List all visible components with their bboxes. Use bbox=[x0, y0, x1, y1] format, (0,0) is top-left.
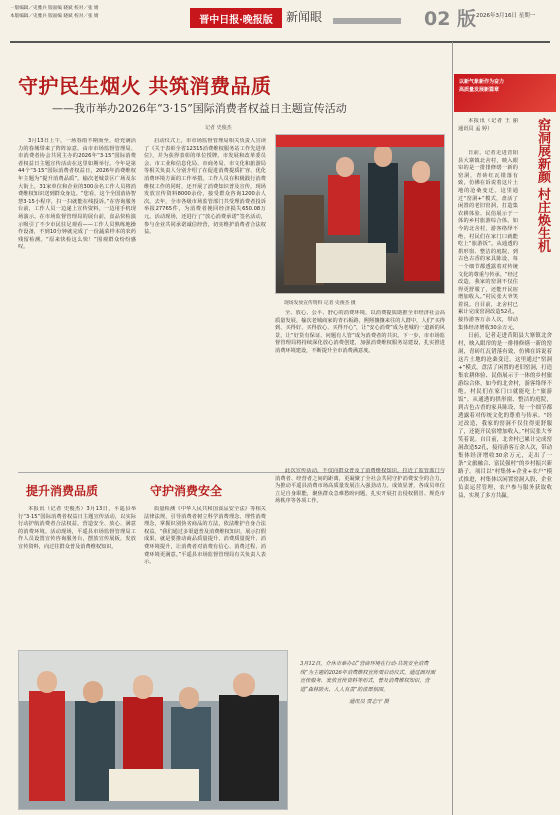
main-photo bbox=[275, 134, 445, 294]
section3-body: 质量检测《中华人民共和国食品安全法》等相关法律法规，引导消费者树立科学消费理念、理性消费理念，掌握识别伪劣商品的方法，依法维护自身合法权益。“我们通过多渠道普及消费维权知识，展示打假成果，就是要推动商品质量提升、消费质量提升、消费环境提升，让消费者对消费有信心、消费过程、消费环境更满意。”平遥县市场监督管理局有关负责人表示。 bbox=[144, 506, 266, 566]
section3-heading: 守护消费安全 bbox=[150, 484, 223, 498]
main-headline: 守护民生烟火 共筑消费品质 bbox=[18, 74, 272, 98]
page-header bbox=[0, 0, 560, 42]
page-number: 02 版 bbox=[424, 8, 477, 30]
photo-image-icon bbox=[276, 135, 445, 294]
sidebar-divider bbox=[452, 42, 453, 815]
sidebar-lead: 本报讯（记者 王 丽 通讯员 孟 婷） bbox=[458, 118, 518, 132]
sidebar-banner: 以新气象新作为奋力 高质量发展新篇章 bbox=[454, 74, 556, 112]
main-photo-caption: 现场发放宣传资料 记者 史俊杰 摄 bbox=[284, 301, 356, 306]
section2-body: 本报讯（记者 史俊杰）3月13日，平遥县举行“3·15”国际消费者权益日主题宣传活动，以实际行动护航消费者合法权益，营造安全、放心、满意的消费环境。活动现场，平遥县市场监督管理局工作人员设置宣传咨询服务台，摆放宣传展板，发放宣传资料，向过往群众普及消费维权知识。 bbox=[18, 506, 136, 550]
editors-credit: 一版编辑／史雅兵 版面编 晓斌 校对／张 婧 本版编辑／史雅兵 版面编 晓斌 校对／张 婧 bbox=[10, 6, 99, 19]
section2-heading: 提升消费品质 bbox=[26, 484, 99, 498]
main-subheadline: ——我市举办2026年“3·15”国际消费者权益日主题宣传活动 bbox=[52, 102, 347, 115]
event-image-icon bbox=[19, 651, 288, 810]
header-bar bbox=[333, 18, 401, 24]
sidebar-body-top: 日前，记者走进昔阳县大寨镇北舍村，映入眼帘的是一排排修缮一新的窑洞，青砖红瓦错落有致，仿佛在诉说着这片土地的沧桑变迁。这里通过“窑洞+”模式，盘活了闲置的老旧窑洞，打造集农耕体验、民俗展示于一体的乡村旅游综合体。如今的北舍村，游客络绎不绝，村民们在家门口就能吃上“旅游饭”。从通透的拱形窗、整洁的庭院，到古色古香的家具陈设，每一个细节都透露着对传统文化的尊重与传承。“经过改造，我家的窑洞不仅住得更舒服了，还能开民宿增加收入。”村民张大爷笑着说。自目前，北舍村已累计完成窑洞改造52孔，接待游客万余人次，带动集体经济增收30余万元， bbox=[458, 150, 518, 330]
article-column-2: 启动仪式上，市市场监督管理局相关负责人宣读了《关于表彰全省12315消费维权服务站工作先进单位》，并为获得表彰的单位授牌。市发展和改革委员会、市工业和信息化局、市商务局、市文化和旅游局等相关负责人分别介绍了在促进消费提质扩容、优化消费环境方面的工作举措。工作人员在积极践行消费维权工作的同时，还开展了消费知识普及宣传，现场发放宣传资料8000余份，接受群众咨询1200余人次。去年，全市各级市场监管部门共受理消费者投诉举报27765件，为消费者挽回经济损失650.08万元。活动现场，还进行了“放心消费承诺”签名活动，参与企业共同承诺诚信经营，切实维护消费者合法权益。 bbox=[144, 138, 266, 236]
sidebar-body: 日前，记者走进昔阳县大寨镇北舍村，映入眼帘的是一排排修缮一新的窑洞，青砖红瓦错落有致，仿佛在诉说着这片土地的沧桑变迁。这里通过“窑洞+”模式，盘活了闲置的老旧窑洞，打造集农耕体验、民俗展示于一体的乡村旅游综合体。如今的北舍村，游客络绎不绝，村民们在家门口就能吃上“旅游饭”。从通透的拱形窗、整洁的庭院，到古色古香的家具陈设，每一个细节都透露着对传统文化的尊重与传承。“经过改造，我家的窑洞不仅住得更舒服了，还能开民宿增加收入。”村民张大爷笑着说。自目前，北舍村已累计完成窑洞改造52孔，接待游客万余人次，带动集体经济增收30余万元，走出了一条“文旅融合、富民强村”的乡村振兴新路子。项目以“村集体+企业+农户”模式推进，村集体以闲置窑洞入股，企业负责运营管理，农户参与服务获取收益，实现了多方共赢。 bbox=[458, 333, 552, 499]
article-column-1: 3月13日上午，一场春雨不期而至，给充满活力的春城带来了阵阵凉意。由市市场监督管理局、市消费者协会共同主办的2026年“3·15”国际消费者权益日主题宣传活动在这里如期举行。今年是第44个“3·15”国际消费者权益日，2026年消费维权年主题为“提升消费品质”。榆次老城景区广场及东大街上，31家单位和企业的300余名工作人员将消费维权知识送到群众身边。“您看，这个全国消协智慧3·15小程序，扫一扫就能在线投诉。”在咨询服务台前，工作人员一边递上宣传资料，一边用手机现场演示。在市场监督管理局的展台前，食品快检演示吸引了不少市民驻足观看——工作人员熟练地操作设备，不到10分钟就完成了一份蔬菜样本的农药残留检测。“原来快检这么快！”围观群众纷纷感叹。 bbox=[18, 138, 136, 251]
section-name: 新闻眼 bbox=[286, 10, 323, 24]
header-rule bbox=[10, 41, 550, 43]
event-photo bbox=[18, 650, 288, 810]
issue-date: 2026年3月16日 星期一 bbox=[476, 13, 536, 19]
newspaper-logo: 晋中日报·晚报版 bbox=[190, 8, 282, 28]
article-column-3: 全、放心、公平、舒心的消费环境，以消费提质助推全市经济社会高质量发展。榆次老城商家的青石板路，熙熙攘攘来往的人群中，人们“买得到、买得好、买得放心、买得开心”，让“安心消费”成为老城的一道新的风景，让“好货有保证、问题有人管”成为消费者的共识。下一步，市市场监督管理局将持续深化放心消费创建，加强消费维权服务站建设，扎实推进消费环境建设，不断提升全市消费满意度。 bbox=[275, 310, 445, 354]
main-byline: 记者 史俊杰 bbox=[205, 125, 232, 131]
photo-quote-caption: 3月12日，介休市举办以“营商环境在行动·共筑安全消费线”为主题的2026年消费维权宣传周启动仪式。通过面对面宣传服务、发放宣传资料等形式，普及消费维权知识，营造“森林防火、人人有责”的浓厚氛围。 通讯员 贾志宁 摄 bbox=[300, 661, 436, 705]
sidebar-title: 窑洞展新颜 村庄焕生机 bbox=[535, 118, 550, 253]
article-column-4: 此次宣传活动，不仅向群众普及了消费维权知识，拉近了监管部门与消费者、经营者之间的距离，更凝聚了全社会共同守护消费安全的合力，为推动平遥县消费市场高质量发展注入强劲动力。成效显著，各成员单位立足自身职能，聚焦群众急难愁盼问题，扎实开展打击侵权假冒、规范市场秩序等各项工作。 bbox=[275, 468, 445, 505]
